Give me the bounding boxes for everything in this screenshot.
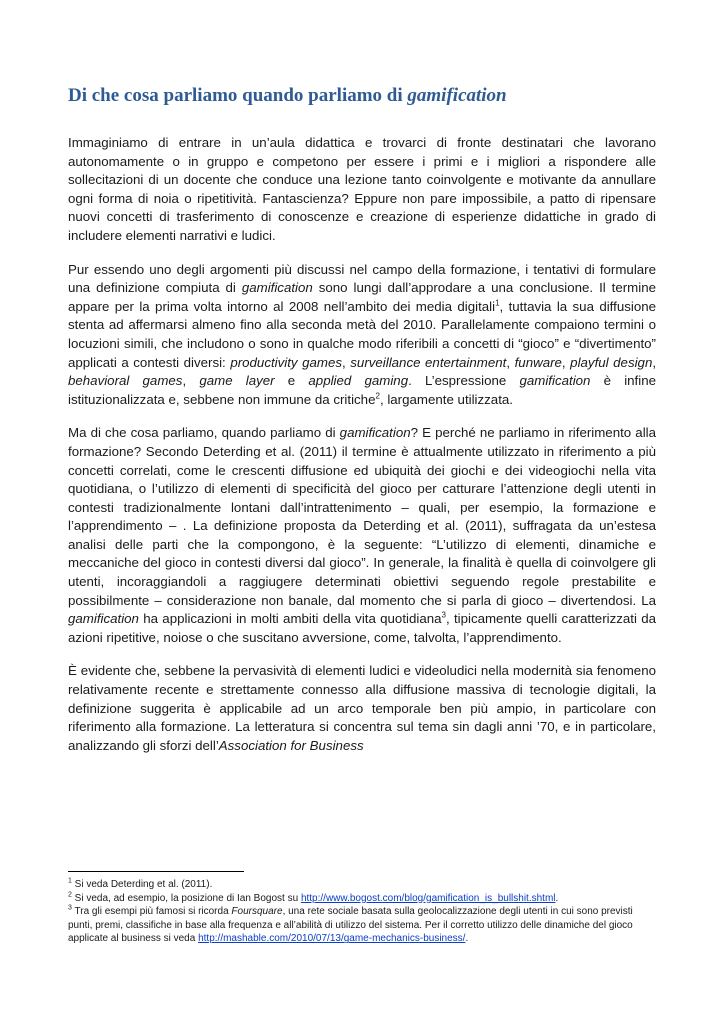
footnotes: [68, 878, 656, 946]
paragraph-3: Ma di che cosa parliamo, quando parliamo di gamification? E perché ne parliamo in riferimento alla formazione? Secondo Deterding et al. (2011) il termine è attualmente utilizzato in riferimento a più concetti correlati, come le crescenti diffusione ed ubiquità dei giochi e dei videogiochi nella vita quotidiana, o l’utilizzo di elementi di specificità del gioco per catturare l’attenzione degli utenti in contesti tradizionalmente lontani dall’intrattenimento – quali, per esempio, la formazione e l’apprendimento – . La definizione proposta da Deterding et al. (2011), suffragata da un’estesa analisi delle parti che la compongono, è la seguente: “L’utilizzo di elementi, dinamiche e meccaniche del gioco in contesti diversi dal gioco”. In generale, la finalità è quella di coinvolgere gli utenti, incoraggiandoli a raggiugere determinati obiettivi seguendo regole prestabilite e possibilmente – considerazione non banale, dal momento che si parla di gioco – divertendosi. La gamification ha applicazioni in molti ambiti della vita quotidiana$^3$, tipicamente quelli caratterizzati da azioni ripetitive, noiose o che suscitano avversione, come, talvolta, l’apprendimento.: [68, 425, 656, 645]
title-emphasis: gamification: [407, 85, 507, 106]
footnote-ref-3[interactable]: 3: [441, 610, 446, 620]
paragraph-1: Immaginiamo di entrare in un’aula didattica e trovarci di fronte destinatari che lavorano autonomamente o in gruppo e competono per essere i primi e i migliori a rispondere alle sollecitazioni di un docente che conduce una lezione tanto coinvolgente e motivante da annullare ogni forma di noia o ripetitività. Fantascienza? Eppure non pare impossibile, a patto di ripensare nuovi concetti di trasferimento di conoscenze e creazione di esperienze didattiche in grado di includere elementi narrativi e ludici.: [68, 135, 656, 243]
footnote-separator: [68, 871, 244, 872]
footnote-2: $^2$ Si veda, ad esempio, la posizione di Ian Bogost su http://www.bogost.com/blog/gamification_is_bullshit.shtml.: [68, 891, 559, 904]
footnote-ref-1[interactable]: 1: [495, 298, 500, 308]
footnote-3: $^3$ Tra gli esempi più famosi si ricorda Foursquare, una rete sociale basata sulla geolocalizzazione degli utenti in cui sono previsti punti, premi, classifiche in base alla frequenza e all’abilità di utilizzo del sistema. Per il corretto utilizzo delle dinamiche del gioco applicate al business si veda http://mashable.com/2010/07/13/game-mechanics-business/.: [68, 904, 633, 945]
document-page: [68, 84, 656, 770]
paragraph-4: È evidente che, sebbene la pervasività di elementi ludici e videoludici nella modernità sia fenomeno relativamente recente e strettamente connesso alla diffusione massiva di tecnologie digitali, la definizione suggerita è applicabile ad un arco temporale ben più ampio, in particolare con riferimento alla formazione. La letteratura si concentra sul tema sin dagli anni ’70, e in particolare, analizzando gli sforzi dell’Association for Business: [68, 663, 656, 753]
mashable-link[interactable]: http://mashable.com/2010/07/13/game-mechanics-business/: [198, 933, 466, 945]
footnote-1: $^1$ Si veda Deterding et al. (2011).: [68, 877, 213, 890]
paragraph-2: Pur essendo uno degli argomenti più discussi nel campo della formazione, i tentativi di formulare una definizione compiuta di gamification sono lungi dall’approdare a una conclusione. Il termine appare per la prima volta intorno al 2008 nell’ambito dei media digitali$^1$, tuttavia la sua diffusione stenta ad affermarsi almeno fino alla seconda metà del 2010. Parallelamente compaiono termini o locuzioni simili, che includono o sono in qualche modo riferibili a concetti di “gioco” e “divertimento” applicati a contesti diversi: productivity games, surveillance entertainment, funware, playful design, behavioral games, game layer e applied gaming. L’espressione gamification è infine istituzionalizzata e, sebbene non immune da critiche$^2$, largamente utilizzata.: [68, 261, 657, 407]
footnote-ref-2[interactable]: 2: [375, 391, 380, 401]
page-title: Di che cosa parliamo quando parliamo di gamification: [68, 85, 507, 106]
bogost-link[interactable]: http://www.bogost.com/blog/gamification_is_bullshit.shtml: [300, 892, 556, 904]
